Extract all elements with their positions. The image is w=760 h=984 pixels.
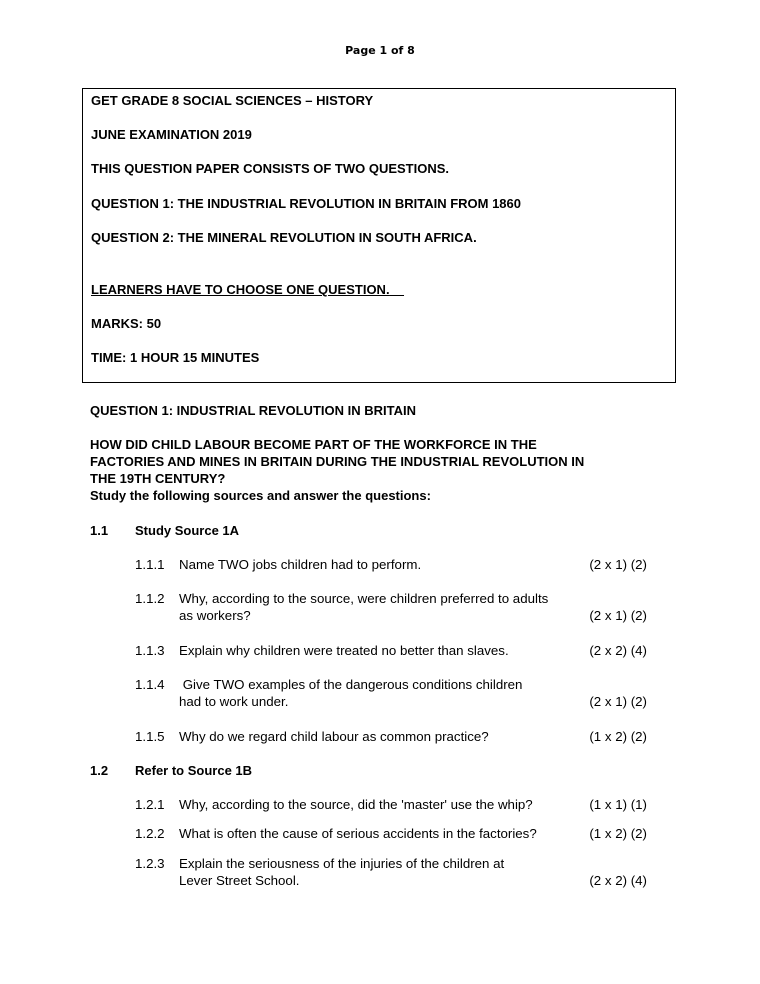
exam-line: JUNE EXAMINATION 2019 bbox=[91, 127, 252, 142]
question-number: 1.1.3 bbox=[135, 643, 165, 658]
question-text-continued: Lever Street School. bbox=[179, 873, 300, 888]
paper-consists-line: THIS QUESTION PAPER CONSISTS OF TWO QUESTIONS. bbox=[91, 161, 450, 176]
question-number: 1.2.3 bbox=[135, 856, 165, 871]
question2-line: QUESTION 2: THE MINERAL REVOLUTION IN SOUTH AFRICA. bbox=[91, 230, 477, 245]
question-text: What is often the cause of serious accidents in the factories? bbox=[179, 826, 537, 841]
section-number-1-2: 1.2 bbox=[90, 763, 109, 778]
question-heading: QUESTION 1: INDUSTRIAL REVOLUTION IN BRITAIN bbox=[90, 403, 416, 418]
question-text: Explain the seriousness of the injuries of the children at bbox=[179, 856, 505, 871]
question-marks: (1 x 2) (2) bbox=[589, 729, 647, 744]
question-marks: (2 x 1) (2) bbox=[589, 608, 647, 623]
question-text: Explain why children were treated no better than slaves. bbox=[179, 643, 509, 658]
time-line: TIME: 1 HOUR 15 MINUTES bbox=[91, 350, 260, 365]
section-title-1-2: Refer to Source 1B bbox=[135, 763, 253, 778]
key-question-line-1: HOW DID CHILD LABOUR BECOME PART OF THE WORKFORCE IN THE bbox=[90, 437, 537, 452]
question-marks: (1 x 2) (2) bbox=[589, 826, 647, 841]
section-number-1-1: 1.1 bbox=[90, 523, 109, 538]
subject-line: GET GRADE 8 SOCIAL SCIENCES – HISTORY bbox=[91, 93, 374, 108]
exam-header-box bbox=[82, 88, 676, 383]
question-number: 1.1.2 bbox=[135, 591, 165, 606]
question-text: Why, according to the source, did the 'master' use the whip? bbox=[179, 797, 533, 812]
question-marks: (2 x 2) (4) bbox=[589, 873, 647, 888]
question-number: 1.1.4 bbox=[135, 677, 165, 692]
question-number: 1.1.5 bbox=[135, 729, 165, 744]
question-number: 1.2.2 bbox=[135, 826, 165, 841]
question-text-continued: as workers? bbox=[179, 608, 251, 623]
section-title-1-1: Study Source 1A bbox=[135, 523, 240, 538]
question-marks: (1 x 1) (1) bbox=[589, 797, 647, 812]
marks-line: MARKS: 50 bbox=[91, 316, 162, 331]
question-number: 1.1.1 bbox=[135, 557, 165, 572]
key-question-line-2: FACTORIES AND MINES IN BRITAIN DURING THE INDUSTRIAL REVOLUTION IN bbox=[90, 454, 585, 469]
question1-line: QUESTION 1: THE INDUSTRIAL REVOLUTION IN BRITAIN FROM 1860 bbox=[91, 196, 521, 211]
key-question-line-3: THE 19TH CENTURY? bbox=[90, 471, 226, 486]
question-marks: (2 x 1) (2) bbox=[589, 557, 647, 572]
instruction: Study the following sources and answer the questions: bbox=[90, 488, 431, 503]
question-number: 1.2.1 bbox=[135, 797, 165, 812]
question-text-continued: had to work under. bbox=[179, 694, 289, 709]
page-number: Page 1 of 8 bbox=[345, 44, 415, 57]
question-marks: (2 x 1) (2) bbox=[589, 694, 647, 709]
question-text: Why, according to the source, were children preferred to adults bbox=[179, 591, 549, 606]
choose-line: LEARNERS HAVE TO CHOOSE ONE QUESTION. bbox=[91, 282, 390, 297]
question-text: Name TWO jobs children had to perform. bbox=[179, 557, 422, 572]
question-text: Why do we regard child labour as common practice? bbox=[179, 729, 489, 744]
question-text: Give TWO examples of the dangerous conditions children bbox=[179, 677, 523, 692]
question-marks: (2 x 2) (4) bbox=[589, 643, 647, 658]
